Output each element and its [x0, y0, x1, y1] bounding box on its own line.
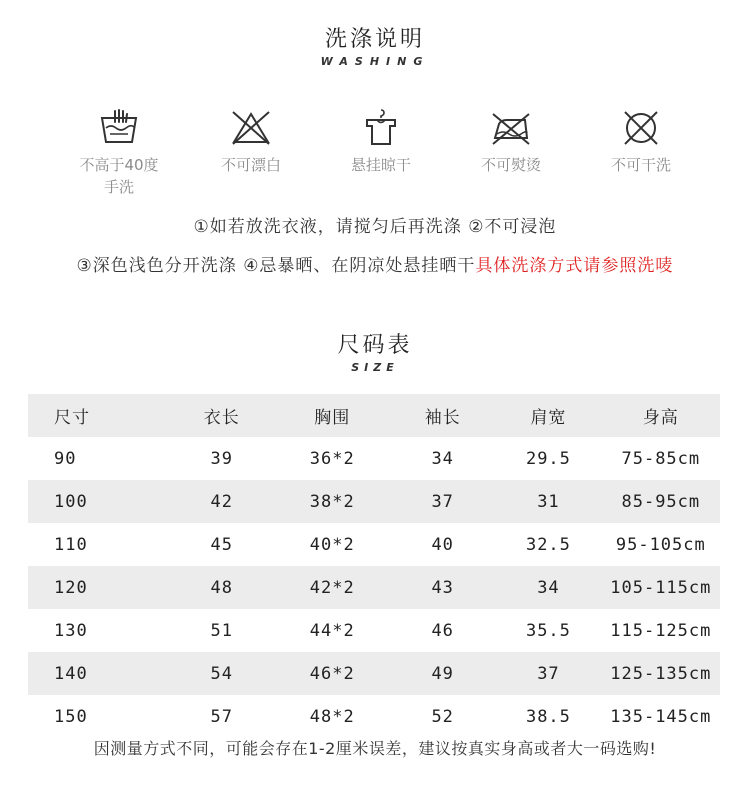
table-row — [28, 523, 720, 566]
table-row — [28, 609, 720, 652]
cell-height: 115-125cm — [610, 620, 712, 641]
no-iron-icon — [489, 108, 533, 148]
cell-chest: 46*2 — [309, 663, 355, 684]
cell-sleeve: 34 — [431, 448, 454, 469]
size-table — [28, 394, 720, 738]
cell-chest: 38*2 — [309, 491, 355, 512]
cell-chest: 42*2 — [309, 577, 355, 598]
table-row — [28, 652, 720, 695]
hang-dry-icon — [359, 108, 403, 148]
cell-chest: 40*2 — [309, 534, 355, 555]
cell-height: 125-135cm — [610, 663, 712, 684]
cell-length: 54 — [210, 663, 233, 684]
cell-size: 130 — [54, 620, 88, 641]
cell-shoulder: 32.5 — [525, 534, 571, 555]
care-item-no-bleach — [186, 108, 316, 176]
cell-length: 42 — [210, 491, 233, 512]
cell-length: 48 — [210, 577, 233, 598]
cell-size: 110 — [54, 534, 88, 555]
no-dry-clean-icon — [619, 108, 663, 148]
header-height: 身高 — [642, 408, 679, 428]
care-item-hang-dry — [316, 108, 446, 176]
care-item-no-dry-clean — [576, 108, 706, 176]
size-subtitle: SIZE — [351, 361, 399, 374]
washtub-icon — [97, 108, 141, 148]
header-length: 衣长 — [203, 408, 240, 428]
care-item-no-iron — [446, 108, 576, 176]
size-title-block — [0, 328, 750, 374]
cell-sleeve: 49 — [431, 663, 454, 684]
table-row — [28, 437, 720, 480]
cell-sleeve: 40 — [431, 534, 454, 555]
cell-shoulder: 34 — [537, 577, 560, 598]
size-title: 尺码表 — [337, 333, 413, 358]
cell-length: 45 — [210, 534, 233, 555]
cell-shoulder: 31 — [537, 491, 560, 512]
cell-height: 135-145cm — [610, 706, 712, 727]
header-size: 尺寸 — [54, 408, 90, 428]
cell-sleeve: 37 — [431, 491, 454, 512]
header-sleeve: 袖长 — [424, 408, 461, 428]
care-label-no-bleach: 不可漂白 — [220, 156, 281, 174]
cell-sleeve: 43 — [431, 577, 454, 598]
no-bleach-icon — [229, 108, 273, 148]
cell-length: 57 — [210, 706, 233, 727]
table-row — [28, 566, 720, 609]
washing-note-line-1: ①如若放洗衣液，请搅匀后再洗涤 ②不可浸泡 — [193, 217, 557, 237]
cell-shoulder: 29.5 — [525, 448, 571, 469]
cell-chest: 48*2 — [309, 706, 355, 727]
cell-height: 105-115cm — [610, 577, 712, 598]
cell-sleeve: 52 — [431, 706, 454, 727]
care-label-no-iron: 不可熨烫 — [480, 156, 541, 174]
cell-size: 140 — [54, 663, 88, 684]
table-row — [28, 480, 720, 523]
washing-subtitle: WASHING — [320, 55, 430, 68]
table-row — [28, 695, 720, 738]
washing-title: 洗涤说明 — [324, 27, 425, 52]
cell-height: 75-85cm — [621, 448, 701, 469]
washing-note-line-2 — [0, 251, 750, 276]
cell-size: 90 — [54, 448, 77, 469]
cell-size: 120 — [54, 577, 88, 598]
table-header-row — [28, 394, 720, 437]
care-label-no-dry-clean: 不可干洗 — [610, 156, 671, 174]
care-label-handwash: 不高于40度 手洗 — [79, 156, 159, 196]
washing-title-block — [0, 22, 750, 68]
cell-chest: 44*2 — [309, 620, 355, 641]
header-shoulder: 肩宽 — [530, 408, 567, 428]
cell-size: 150 — [54, 706, 88, 727]
measurement-disclaimer: 因测量方式不同，可能会存在1-2厘米误差，建议按真实身高或者大一码选购! — [93, 739, 657, 758]
cell-shoulder: 35.5 — [525, 620, 571, 641]
care-label-hang-dry: 悬挂晾干 — [350, 156, 411, 174]
cell-chest: 36*2 — [309, 448, 355, 469]
cell-height: 85-95cm — [621, 491, 701, 512]
cell-shoulder: 38.5 — [525, 706, 571, 727]
cell-length: 39 — [210, 448, 233, 469]
cell-sleeve: 46 — [431, 620, 454, 641]
cell-size: 100 — [54, 491, 88, 512]
cell-shoulder: 37 — [537, 663, 560, 684]
care-item-handwash — [54, 108, 184, 198]
cell-length: 51 — [210, 620, 233, 641]
washing-note-highlight: 具体洗涤方式请参照洗唛 — [475, 256, 674, 276]
cell-height: 95-105cm — [615, 534, 706, 555]
washing-note-text: ③深色浅色分开洗涤 ④忌暴晒、在阴凉处悬挂晒干 — [76, 256, 476, 276]
header-chest: 胸围 — [314, 408, 351, 428]
